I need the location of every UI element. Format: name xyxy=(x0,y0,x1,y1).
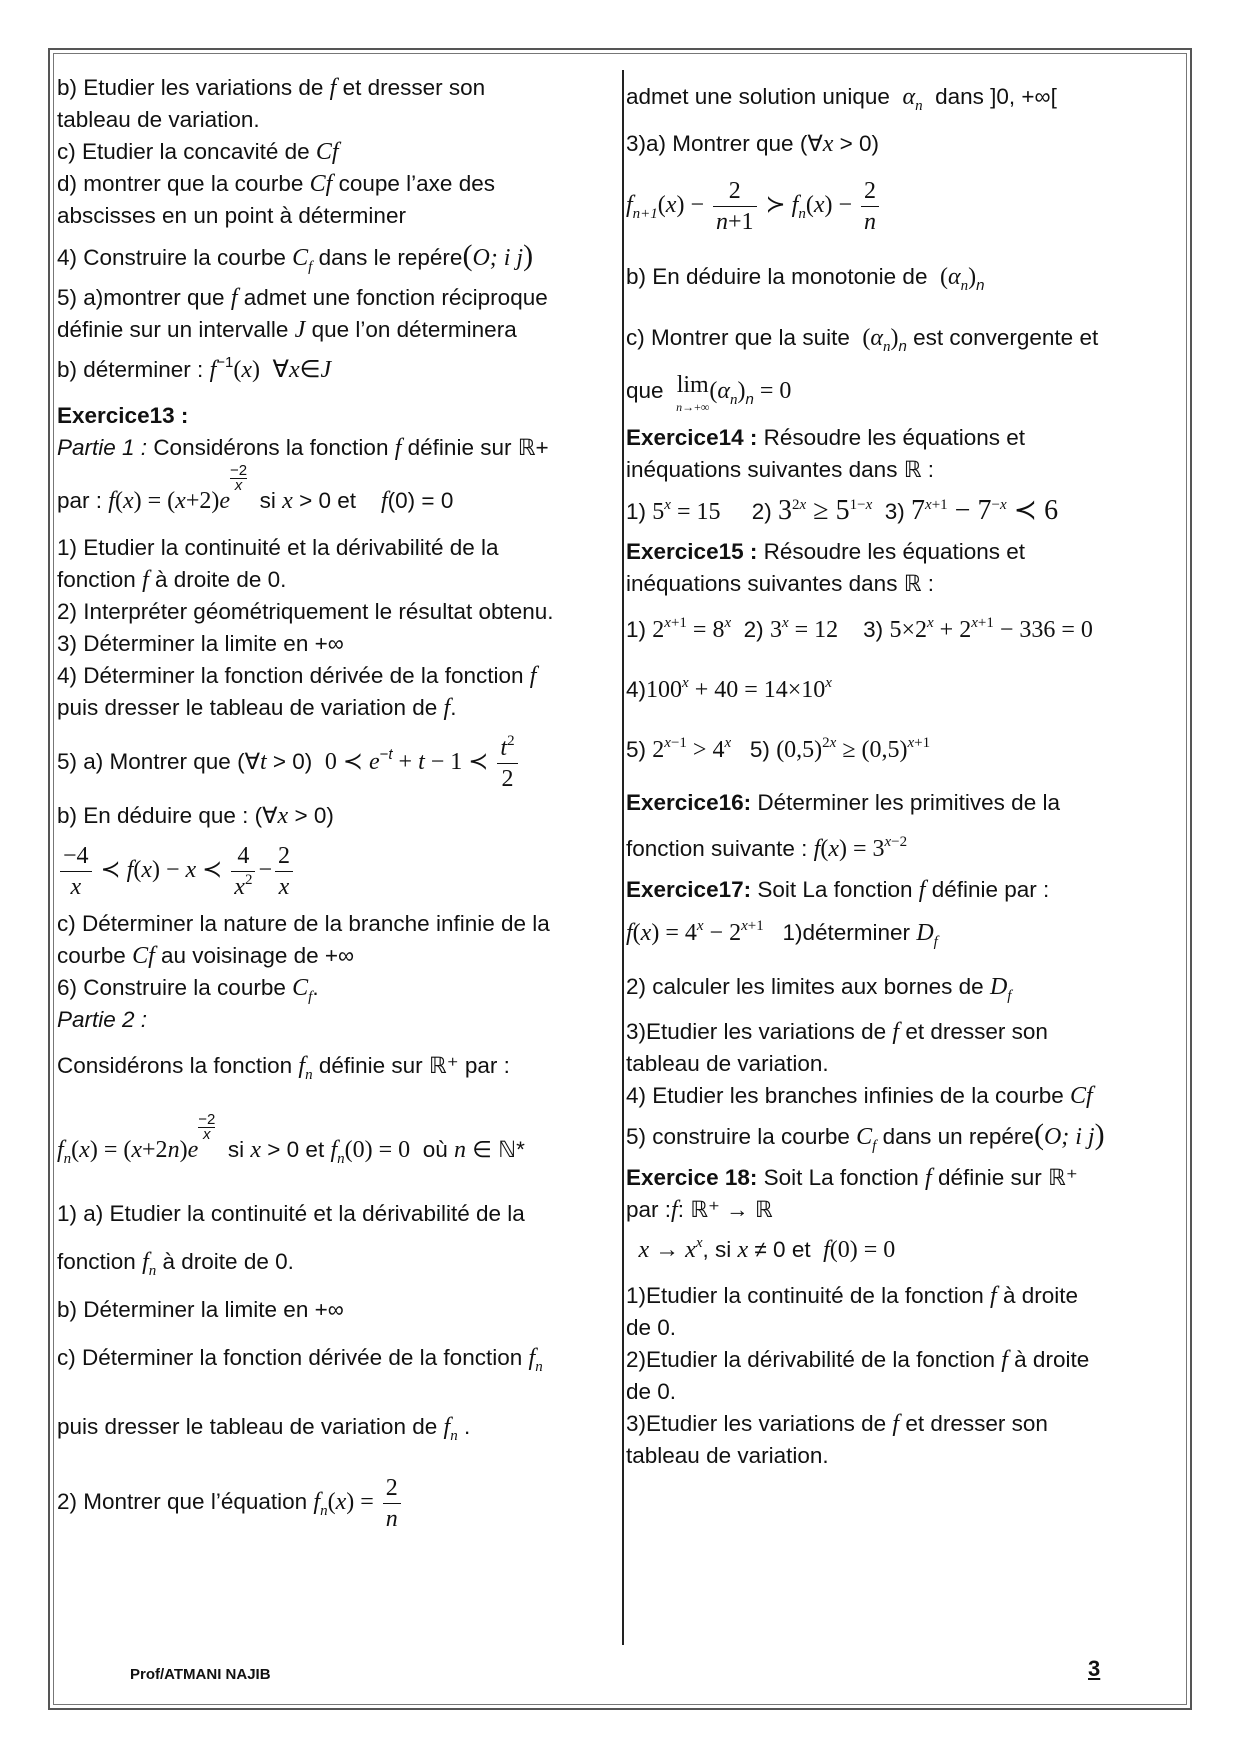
formula-line: 1) $2^{x+1} = 8^x$ 2) $3^x = 12$ 3) $5\times 2^x + 2^{x+1} - 336 = 0$ xyxy=(626,615,1093,643)
text-line: abscisses en un point à déterminer xyxy=(57,203,406,228)
formula-line: $4)100^x + 40 = 14\times 10^x$ xyxy=(626,675,832,703)
text-line: inéquations suivantes dans ℝ : xyxy=(626,457,935,482)
formula-line: $x \to x^x$, si x ≠ 0 et f(0) = 0 xyxy=(638,1235,896,1263)
text-line: de 0. xyxy=(626,1315,677,1340)
text-line: b) En déduire que : (∀x > 0) xyxy=(57,803,334,829)
text-line: 3)Etudier les variations de f et dresser son xyxy=(626,1019,1048,1045)
formula-line: $f_{n+1}(x)$ − $\frac{2}{n+1}$ ≻ $f_n(x)$ − $\frac{2}{n}$ xyxy=(626,166,1166,244)
text-line: tableau de variation. xyxy=(626,1443,829,1468)
text-line: Exercice16: Déterminer les primitives de la xyxy=(626,790,1060,815)
text-line: c) Montrer que la suite $(\alpha_n)_n$ est convergente et xyxy=(626,325,1099,355)
text-line: c) Déterminer la fonction dérivée de la fonction $f_n$ xyxy=(57,1345,543,1375)
text-line: 1) a) Etudier la continuité et la dérivabilité de la xyxy=(57,1201,525,1226)
formula-line: 5) $2^{x-1} > 4^x$ 5) $(0,5)^{2x} \ge (0,5)^{x+1}$ xyxy=(626,735,931,763)
text-line: 2) Interpréter géométriquement le résultat obtenu. xyxy=(57,599,554,624)
right-column xyxy=(626,72,1166,1472)
text-line: 5) a)montrer que f admet une fonction réciproque xyxy=(57,285,548,311)
text-line: de 0. xyxy=(626,1379,677,1404)
text-line: 1) Etudier la continuité et la dérivabilité de la xyxy=(57,535,499,560)
text-line: 4) Etudier les branches infinies de la courbe Cf xyxy=(626,1083,1093,1109)
text-line: courbe Cf au voisinage de +∞ xyxy=(57,943,355,969)
formula-line: $f_n(x) = (x+2n)e$ $^{\frac{-2}{x}}$ si x > 0 et $f_n(0) = 0$ où n ∈ ℕ* xyxy=(57,1111,525,1167)
text-line: b) déterminer : $f^{-1}(x)$ ∀x∈J xyxy=(57,354,332,383)
text-line: 4) Construire la courbe $C_f$ dans le repére(O; i j) xyxy=(57,239,534,275)
exercise-title: Exercice13 : xyxy=(57,403,189,428)
formula-line: $f(x) = 4^x - 2^{x+1}$ 1)déterminer $D_f$ xyxy=(626,918,938,950)
footer-author: Prof/ATMANI NAJIB xyxy=(130,1666,271,1683)
text-line: fonction $f_n$ à droite de 0. xyxy=(57,1249,294,1279)
text-line: par :f: ℝ⁺ → ℝ xyxy=(626,1197,773,1223)
formula-line: par : f(x) = (x+2)e $^{\frac{-2}{x}}$ si x > 0 et f(0) = 0 xyxy=(57,462,454,514)
text-line: puis dresser le tableau de variation de $f_n$ . xyxy=(57,1414,471,1444)
text-line: inéquations suivantes dans ℝ : xyxy=(626,571,935,596)
text-line: 1)Etudier la continuité de la fonction f à droite xyxy=(626,1283,1078,1309)
text-line: b) En déduire la monotonie de $(\alpha_n)_n$ xyxy=(626,264,985,294)
text-line: admet une solution unique $\alpha_n$ dans ]0, +∞[ xyxy=(626,84,1057,114)
text-line: Exercice17: Soit La fonction f définie par : xyxy=(626,877,1050,903)
text-line: tableau de variation. xyxy=(626,1051,829,1076)
text-line: tableau de variation. xyxy=(57,107,260,132)
formula-line: 5) a) Montrer que (∀t > 0) 0 ≺ $e^{-t} + t - 1$ ≺ $\frac{t^2}{2}$ xyxy=(57,724,617,800)
text-line: c) Déterminer la nature de la branche infinie de la xyxy=(57,911,550,936)
text-line: 2)Etudier la dérivabilité de la fonction f à droite xyxy=(626,1347,1090,1373)
text-line: Exercice15 : Résoudre les équations et xyxy=(626,539,1026,564)
text-line: puis dresser le tableau de variation de f. xyxy=(57,695,457,721)
text-line: c) Etudier la concavité de Cf xyxy=(57,139,339,165)
text-line: 3)Etudier les variations de f et dresser son xyxy=(626,1411,1048,1437)
formula-line: $\frac{-4}{x}$ ≺ f(x) − x ≺ $\frac{4}{x^2}$ − $\frac{2}{x}$ xyxy=(57,832,617,908)
text-line: d) montrer que la courbe Cf coupe l’axe des xyxy=(57,171,495,197)
column-divider xyxy=(622,70,624,1645)
formula-line: 1) $5^x = 15$ 2) $3^{2x} \ge 5^{1-x}$ 3) $7^{x+1} - 7^{-x}$ ≺ 6 xyxy=(626,495,1059,526)
text-line: fonction f à droite de 0. xyxy=(57,567,287,593)
text-line: 4) Déterminer la fonction dérivée de la fonction f xyxy=(57,663,537,689)
text-line: Considérons la fonction $f_n$ définie sur ℝ⁺ par : xyxy=(57,1053,510,1083)
formula-line: que lim n→+∞ $(\alpha_n)_n = 0$ xyxy=(626,372,792,414)
text-line: b) Etudier les variations de f et dresser son xyxy=(57,75,486,101)
text-line: 3)a) Montrer que (∀x > 0) xyxy=(626,131,880,157)
text-line: Exercice14 : Résoudre les équations et xyxy=(626,425,1026,450)
text-line: 2) calculer les limites aux bornes de $D_f$ xyxy=(626,974,1012,1004)
page-number: 3 xyxy=(1088,1656,1101,1681)
text-line: Exercice 18: Soit La fonction f définie sur ℝ⁺ xyxy=(626,1165,1078,1191)
text-line: b) Déterminer la limite en +∞ xyxy=(57,1297,344,1322)
formula-line: 2) Montrer que l’équation $f_n(x)$ = $\frac{2}{n}$ xyxy=(57,1462,617,1542)
formula-line: fonction suivante : $f(x) = 3^{x-2}$ xyxy=(626,834,908,862)
part-label: Partie 2 : xyxy=(57,1007,148,1032)
text-line: 6) Construire la courbe $C_f$. xyxy=(57,975,319,1005)
text-line: 3) Déterminer la limite en +∞ xyxy=(57,631,344,656)
left-column xyxy=(57,72,617,1542)
text-line: 5) construire la courbe $C_f$ dans un repére(O; i j) xyxy=(626,1118,1105,1154)
text-line: Partie 1 : Considérons la fonction f définie sur ℝ+ xyxy=(57,435,549,461)
text-line: définie sur un intervalle J que l’on déterminera xyxy=(57,317,517,343)
